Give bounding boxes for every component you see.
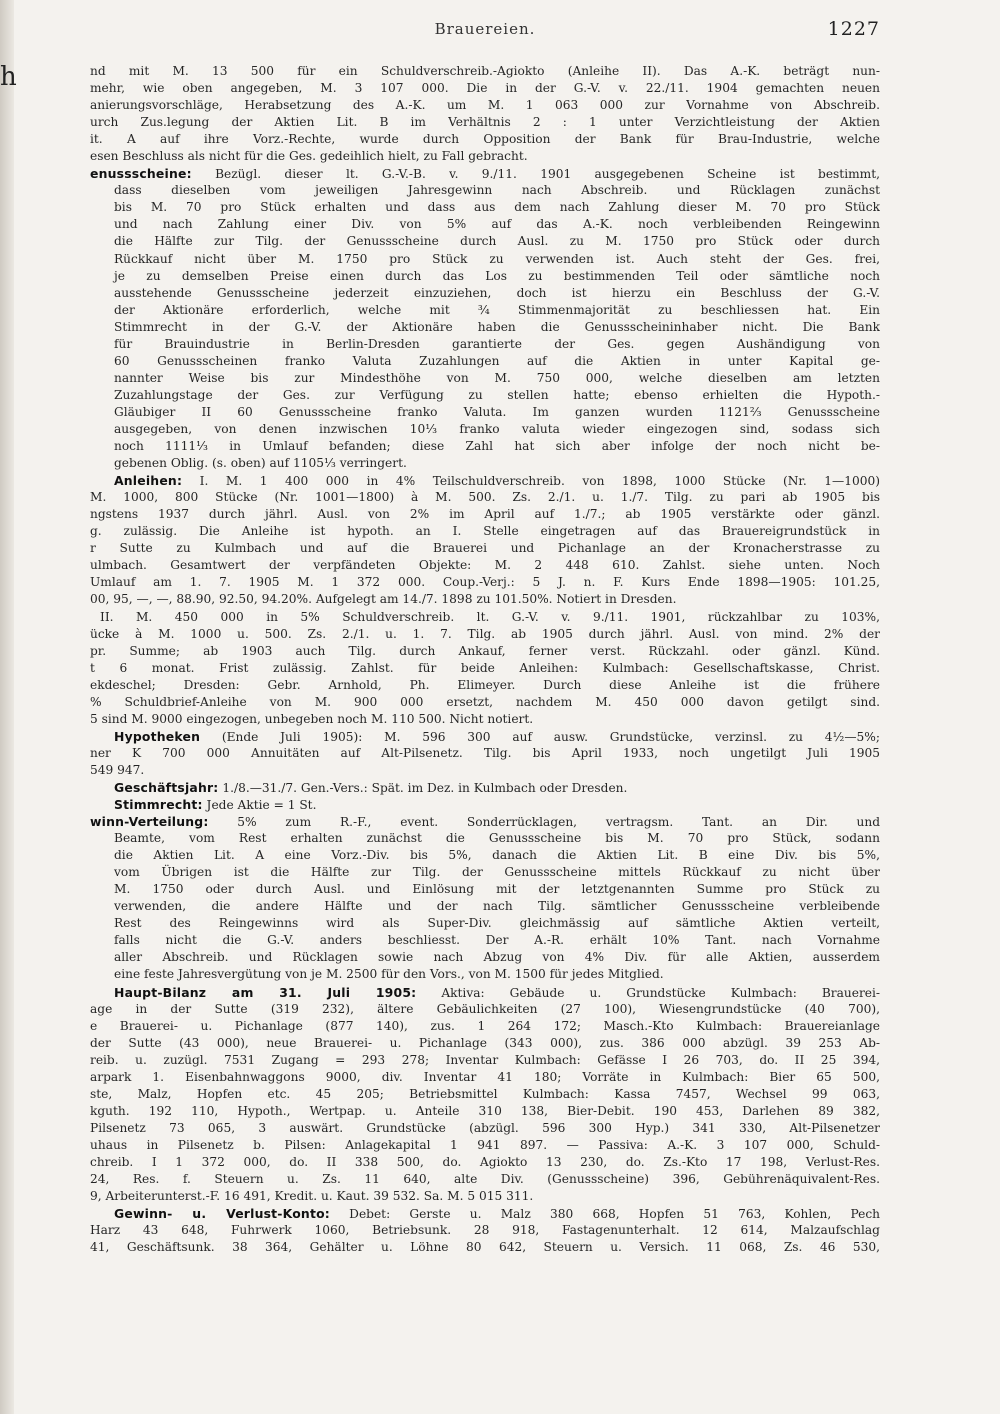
line-text: e Brauerei- u. Pichanlage (877 140), zus. 1 264 172; Masch.-Kto Kulmbach: Brauereianlage: [90, 1018, 880, 1033]
text-line: [90, 1239, 880, 1256]
line-text: gebenen Oblig. (s. oben) auf 1105⅓ verringert.: [114, 456, 407, 471]
text-line: [90, 523, 880, 540]
line-text: 549 947.: [90, 762, 145, 777]
text-line: [90, 199, 880, 216]
line-text: nd mit M. 13 500 für ein Schuldverschreib.-Agiokto (Anleihe II). Das A.-K. beträgt nun-: [90, 64, 880, 78]
text-line: [90, 779, 880, 796]
line-text: Rest des Reingewinns wird als Super-Div. gleichmässig auf sämtliche Aktien verteilt,: [114, 916, 880, 931]
line-text: kguth. 192 110, Hypoth., Wertpap. u. Anteile 310 138, Bier-Debit. 190 453, Darlehen 89 382,: [90, 1103, 880, 1118]
text-line: [90, 847, 880, 864]
line-text: ekdeschel; Dresden: Gebr. Arnhold, Ph. Elimeyer. Durch diese Anleihe ist die frühere: [90, 677, 880, 692]
text-line: [90, 915, 880, 932]
text-line: [90, 165, 880, 182]
line-text: 1./8.—31./7. Gen.-Vers.: Spät. im Dez. in Kulmbach oder Dresden.: [218, 780, 628, 795]
body-text: [90, 63, 880, 1256]
line-text: age in der Sutte (319 232), ältere Gebäulichkeiten (27 100), Wiesengrundstücke (40 700),: [90, 1001, 880, 1016]
line-text: Jede Aktie = 1 St.: [202, 798, 317, 813]
text-line: [90, 97, 880, 114]
line-text: II. M. 450 000 in 5% Schuldverschreib. lt. G.-V. v. 9./11. 1901, rückzahlbar zu 103%,: [100, 609, 880, 624]
line-text: anierungsvorschläge, Herabsetzung des A.-K. um M. 1 063 000 zur Vornahme von Abschreib.: [90, 98, 880, 113]
line-text: Rückkauf nicht über M. 1750 pro Stück zu verwenden ist. Auch steht der Ges. frei,: [114, 251, 880, 266]
line-text: Pilsenetz 73 065, 3 auswärt. Grundstücke (abzügl. 596 300 Hyp.) 341 330, Alt-Pilsenetzer: [90, 1120, 880, 1135]
line-text: die Aktien Lit. A eine Vorz.-Div. bis 5%, danach die Aktien Lit. B eine Div. bis 5%,: [114, 848, 880, 863]
text-line: [90, 932, 880, 949]
line-text: M. 1000, 800 Stücke (Nr. 1001—1800) à M. 500. Zs. 2./1. u. 1./7. Tilg. zu pari ab 1905 bis: [90, 490, 880, 505]
text-line: [90, 745, 880, 762]
text-line: [90, 370, 880, 387]
page-header: [90, 20, 880, 44]
section-heading: Hypotheken: [114, 728, 201, 744]
line-text: Aktiva: Gebäude u. Grundstücke Kulmbach: Brauerei-: [416, 985, 880, 1000]
line-text: 60 Genussscheinen franko Valuta Zuzahlungen auf die Aktien in unter Kapital ge-: [114, 353, 880, 368]
text-line: [90, 881, 880, 898]
page-number: 1227: [827, 18, 880, 40]
text-line: [90, 268, 880, 285]
line-text: pr. Summe; ab 1903 auch Tilg. durch Ankauf, ferner verst. Rückzahl. oder gänzl. Künd.: [90, 643, 880, 658]
line-text: ngstens 1937 durch jährl. Ausl. von 2% im April auf 1./7.; ab 1905 verstärkte oder gänzl.: [90, 507, 880, 522]
line-text: Stimmrecht in der G.-V. der Aktionäre haben die Genussscheininhaber nicht. Die Bank: [114, 319, 880, 334]
line-text: chreib. I 1 372 000, do. II 338 500, do. Agiokto 13 230, do. Zs.-Kto 17 198, Verlust-Res.: [90, 1155, 880, 1169]
line-text: ulmbach. Gesamtwert der verpfändeten Objekte: M. 2 448 610. Zahlst. siehe unten. Noch: [90, 558, 880, 573]
line-text: ner K 700 000 Annuitäten auf Alt-Pilsenetz. Tilg. bis April 1933, noch ungetilgt Juli 1905: [90, 745, 880, 760]
text-line: [90, 591, 880, 608]
section-heading: Geschäftsjahr:: [114, 779, 219, 795]
line-text: Bezügl. dieser lt. G.-V.-B. v. 9./11. 1901 ausgegebenen Scheine ist bestimmt,: [191, 167, 880, 182]
text-line: [90, 1188, 880, 1205]
text-line: [90, 677, 880, 694]
text-line: [90, 830, 880, 847]
line-text: I. M. 1 400 000 in 4% Teilschuldverschreib. von 1898, 1000 Stücke (Nr. 1—1000): [182, 474, 880, 489]
text-line: [90, 540, 880, 557]
text-line: [90, 1052, 880, 1069]
text-line: [90, 660, 880, 677]
text-line: [90, 1222, 880, 1239]
text-line: [90, 472, 880, 489]
text-line: [90, 1120, 880, 1137]
text-line: [90, 182, 880, 199]
line-text: aller Abschreib. und Rücklagen sowie nach Abzug von 4% Div. für alle Aktien, ausserdem: [114, 950, 880, 965]
section-heading: Haupt-Bilanz am 31. Juli 1905:: [114, 984, 417, 1000]
text-line: [90, 251, 880, 268]
text-line: [90, 131, 880, 148]
line-text: Gläubiger II 60 Genussscheine franko Valuta. Im ganzen wurden 1121⅔ Genussscheine: [114, 404, 880, 419]
text-line: [90, 387, 880, 404]
line-text: der Aktionäre erforderlich, welche mit ¾ Stimmenmajorität zu beschliessen hat. Ein: [114, 302, 880, 317]
line-text: esen Beschluss als nicht für die Ges. gedeihlich hielt, zu Fall gebracht.: [90, 149, 528, 164]
text-line: [90, 984, 880, 1001]
text-line: [90, 404, 880, 421]
line-text: noch 1111⅓ in Umlauf befanden; diese Zahl hat sich aber infolge der noch nicht be-: [114, 439, 880, 454]
text-line: [90, 813, 880, 830]
line-text: ausgegeben, von denen inzwischen 10⅓ franko valuta wieder eingezogen sind, sodass sich: [114, 421, 880, 436]
text-line: [90, 796, 880, 813]
section-heading: Stimmrecht:: [114, 797, 203, 813]
page-margin-edge: [0, 0, 14, 1414]
text-line: [90, 1001, 880, 1018]
line-text: 5% zum R.-F., event. Sonderrücklagen, vertragsm. Tant. an Dir. und: [208, 815, 880, 830]
line-text: 5 sind M. 9000 eingezogen, unbegeben noch M. 110 500. Nicht notiert.: [90, 711, 534, 726]
text-line: [90, 438, 880, 455]
section-heading: enussscheine:: [90, 166, 192, 182]
text-line: [90, 148, 880, 165]
line-text: mehr, wie oben angegeben, M. 3 107 000. Die in der G.-V. v. 22./11. 1904 gemachten neuen: [90, 81, 880, 96]
line-text: bis M. 70 pro Stück erhalten und dass aus dem nach Zahlung dieser M. 70 pro Stück: [114, 200, 880, 215]
line-text: falls nicht die G.-V. anders beschliesst. Der A.-R. erhält 10% Tant. nach Vornahme: [114, 933, 880, 948]
text-line: [90, 694, 880, 711]
text-line: [90, 1103, 880, 1120]
text-line: [90, 1069, 880, 1086]
line-text: (Ende Juli 1905): M. 596 300 auf ausw. Grundstücke, verzinsl. zu 4½—5%;: [200, 729, 880, 744]
line-text: arpark 1. Eisenbahnwaggons 9000, div. Inventar 41 180; Vorräte in Kulmbach: Bier 65 500,: [90, 1069, 880, 1084]
text-line: [90, 285, 880, 302]
section-heading: Gewinn- u. Verlust-Konto:: [114, 1206, 330, 1222]
text-line: [90, 421, 880, 438]
line-text: g. zulässig. Die Anleihe ist hypoth. an I. Stelle eingetragen auf das Brauereigrundstück in: [90, 524, 880, 539]
text-line: [90, 455, 880, 472]
line-text: Zuzahlungstage der Ges. zur Verfügung zu stellen hatte; ebenso erhielten die Hypoth.-: [114, 387, 880, 402]
text-line: [90, 1137, 880, 1154]
line-text: ücke à M. 1000 u. 500. Zs. 2./1. u. 1. 7. Tilg. ab 1905 durch jährl. Ausl. von mind. 2% der: [90, 626, 880, 641]
line-text: % Schuldbrief-Anleihe von M. 900 000 ersetzt, nachdem M. 450 000 davon getilgt sind.: [90, 694, 880, 709]
line-text: uhaus in Pilsenetz b. Pilsen: Anlagekapital 1 941 897. — Passiva: A.-K. 3 107 000, Schuld-: [90, 1137, 880, 1152]
text-line: [90, 626, 880, 643]
line-text: der Sutte (43 000), neue Brauerei- u. Pichanlage (343 000), zus. 386 000 abzügl. 39 253 Ab-: [90, 1035, 880, 1050]
line-text: it. A auf ihre Vorz.-Rechte, wurde durch Opposition der Bank für Brau-Industrie, welche: [90, 132, 880, 147]
section-heading: winn-Verteilung:: [90, 814, 209, 830]
line-text: 41, Geschäftsunk. 38 364, Gehälter u. Löhne 80 642, Steuern u. Versich. 11 068, Zs. 46 530,: [90, 1240, 880, 1255]
line-text: und nach Zahlung einer Div. von 5% auf das A.-K. noch verbleibenden Reingewinn: [114, 217, 880, 232]
text-line: [90, 114, 880, 131]
text-line: [90, 557, 880, 574]
running-title: Brauereien.: [434, 20, 536, 38]
line-text: 9, Arbeiterunterst.-F. 16 491, Kredit. u. Kaut. 39 532. Sa. M. 5 015 311.: [90, 1189, 534, 1204]
text-line: [90, 319, 880, 336]
line-text: Beamte, vom Rest erhalten zunächst die Genussscheine bis M. 70 pro Stück, sodann: [114, 831, 880, 846]
text-line: [90, 609, 880, 626]
text-line: [90, 864, 880, 881]
line-text: 00, 95, —, —, 88.90, 92.50, 94.20%. Aufgelegt am 14./7. 1898 zu 101.50%. Notiert in Dresden.: [90, 592, 677, 607]
line-text: ausstehende Genussscheine jederzeit einzuziehen, doch ist hierzu ein Beschluss der G.-V.: [114, 285, 880, 300]
text-line: [90, 1086, 880, 1103]
line-text: verwenden, die andere Hälfte und der nach Tilg. sämtlicher Genussscheine verbleibende: [114, 899, 880, 914]
text-line: [90, 233, 880, 250]
text-line: [90, 336, 880, 353]
line-text: nannter Weise bis zur Mindesthöhe von M. 750 000, welche dieselben am letzten: [114, 370, 880, 385]
line-text: dass dieselben vom jeweiligen Jahresgewinn nach Abschreib. und Rücklagen zunächst: [114, 183, 880, 198]
text-line: [90, 1018, 880, 1035]
text-line: [90, 216, 880, 233]
text-line: [90, 63, 880, 80]
text-line: [90, 489, 880, 506]
text-line: [90, 949, 880, 966]
line-text: r Sutte zu Kulmbach und auf die Brauerei und Pichanlage an der Kronacherstrasse zu: [90, 541, 880, 556]
line-text: Debet: Gerste u. Malz 380 668, Hopfen 51 763, Kohlen, Pech: [329, 1207, 880, 1222]
line-text: 24, Res. f. Steuern u. Zs. 11 640, alte Div. (Genussscheine) 396, Gebührenäquivalent-Res.: [90, 1172, 880, 1187]
text-line: [90, 1035, 880, 1052]
line-text: die Hälfte zur Tilg. der Genussscheine durch Ausl. zu M. 1750 pro Stück oder durch: [114, 234, 880, 249]
text-line: [90, 711, 880, 728]
text-line: [90, 1171, 880, 1188]
text-line: [90, 353, 880, 370]
line-text: t 6 monat. Frist zulässig. Zahlst. für beide Anleihen: Kulmbach: Gesellschaftskasse, Christ.: [90, 660, 880, 675]
text-line: [90, 966, 880, 983]
text-line: [90, 728, 880, 745]
line-text: M. 1750 oder durch Ausl. und Einlösung mit der letztgenannten Summe pro Stück zu: [114, 882, 880, 897]
line-text: reib. u. zuzügl. 7531 Zugang = 293 278; Inventar Kulmbach: Gefässe I 26 703, do. II 25 394,: [90, 1052, 880, 1067]
line-text: vom Übrigen ist die Hälfte zur Tilg. der Genussscheine mittels Rückkauf zu nicht über: [114, 865, 880, 880]
line-text: urch Zus.legung der Aktien Lit. B im Verhältnis 2 : 1 unter Verzichtleistung der Aktien: [90, 115, 880, 130]
line-text: eine feste Jahresvergütung von je M. 2500 für den Vors., von M. 1500 für jedes Mitglied.: [114, 967, 664, 982]
text-line: [90, 574, 880, 591]
text-line: [90, 643, 880, 660]
margin-letter: h: [0, 62, 17, 92]
line-text: je zu demselben Preise einen durch das Los zu bestimmenden Teil oder sämtliche noch: [114, 268, 880, 283]
section-heading: Anleihen:: [114, 473, 183, 489]
text-line: [90, 80, 880, 97]
line-text: Harz 43 648, Fuhrwerk 1060, Betriebsunk. 28 918, Fastagenunterhalt. 12 614, Malzaufschlag: [90, 1223, 880, 1238]
line-text: ste, Malz, Hopfen etc. 45 205; Betriebsmittel Kulmbach: Kassa 7457, Wechsel 99 063,: [90, 1086, 880, 1101]
line-text: Umlauf am 1. 7. 1905 M. 1 372 000. Coup.-Verj.: 5 J. n. F. Kurs Ende 1898—1905: 101.25,: [90, 575, 880, 590]
text-line: [90, 302, 880, 319]
text-line: [90, 506, 880, 523]
text-line: [90, 762, 880, 779]
line-text: für Brauindustrie in Berlin-Dresden garantierte der Ges. gegen Aushändigung von: [114, 336, 880, 351]
text-line: [90, 1154, 880, 1171]
text-line: [90, 1205, 880, 1222]
text-line: [90, 898, 880, 915]
